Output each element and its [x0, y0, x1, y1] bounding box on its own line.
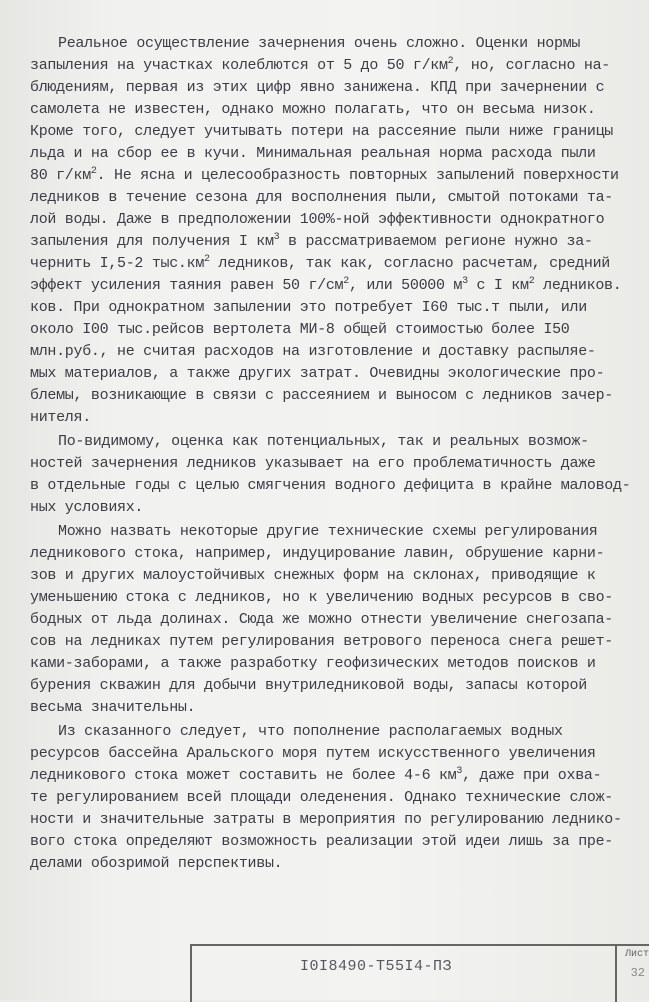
- text-run: блюдениям, первая из этих цифр явно занижена. КПД при зачернении с: [30, 79, 605, 96]
- superscript: 2: [528, 276, 535, 287]
- text-line: [30, 320, 570, 340]
- document-code: I0I8490-Т55I4-ПЗ: [300, 958, 453, 975]
- text-line: [30, 744, 596, 764]
- text-line: [58, 722, 563, 742]
- superscript: 2: [90, 166, 97, 177]
- text-line: [30, 610, 613, 630]
- text-run: ледников.: [534, 277, 622, 294]
- text-run: около I00 тыс.рейсов вертолета МИ-8 общей стоимостью более I50: [30, 321, 570, 338]
- text-run: ности и значительные затраты в мероприятия по регулированию леднико-: [30, 811, 622, 828]
- text-line: [30, 654, 596, 674]
- text-run: Кроме того, следует учитывать потери на рассеяние пыли ниже границы: [30, 123, 613, 140]
- text-run: эффект усиления таяния равен 50 г/см: [30, 277, 344, 294]
- text-run: Реальное осуществление зачернения очень сложно. Оценки нормы: [58, 35, 581, 52]
- text-line: [30, 588, 613, 608]
- text-run: 80 г/км: [30, 167, 91, 184]
- text-run: льда и на сбор ее в кучи. Минимальная реальная норма расхода пыли: [30, 145, 596, 162]
- text-line: [30, 810, 622, 830]
- text-line: [58, 522, 598, 542]
- superscript: 3: [273, 232, 280, 243]
- text-run: ками-заборами, а также разработку геофизических методов поисков и: [30, 655, 596, 672]
- text-run: , даже при охва-: [462, 767, 602, 784]
- text-line: [30, 78, 604, 98]
- sheet-box: [615, 946, 649, 1002]
- text-run: ледникового стока может составить не более 4-6 км: [30, 767, 457, 784]
- text-run: мых материалов, а также других затрат. Очевидны экологические про-: [30, 365, 605, 382]
- superscript: 2: [343, 276, 349, 287]
- text-run: ностей зачернения ледников указывает на его проблематичность даже: [30, 455, 596, 472]
- text-line: [30, 766, 601, 786]
- text-line: [58, 432, 589, 452]
- text-run: нителя.: [30, 409, 91, 426]
- text-line: [30, 276, 621, 296]
- text-run: млн.руб., не считая расходов на изготовление и доставку распыляе-: [30, 343, 596, 360]
- text-run: с I км: [467, 277, 529, 294]
- text-line: [30, 676, 587, 696]
- text-run: уменьшению стока с ледников, но к увеличению водных ресурсов в сво-: [30, 589, 613, 606]
- text-run: , но, согласно на-: [453, 57, 611, 74]
- text-run: в отдельные годы с целью смягчения водного дефицита в крайне маловод-: [30, 477, 631, 494]
- text-line: [30, 386, 613, 406]
- text-line: [30, 566, 596, 586]
- text-line: [30, 364, 604, 384]
- text-run: ледников, так как, согласно расчетам, средний: [209, 255, 611, 272]
- superscript: 3: [462, 276, 468, 287]
- text-run: запыления на участках колеблются от 5 до 50 г/км: [30, 57, 448, 74]
- text-run: ледников в течение сезона для восполнения пыли, смытой потоками та-: [30, 189, 613, 206]
- text-run: бодных от льда долинах. Сюда же можно отнести увеличение снегозапа-: [30, 611, 613, 628]
- text-run: запыления для получения I км: [30, 233, 274, 250]
- text-run: По-видимому, оценка как потенциальных, так и реальных возмож-: [58, 433, 589, 450]
- text-line: [30, 832, 613, 852]
- text-line: [30, 544, 604, 564]
- text-line: [30, 498, 143, 518]
- text-run: Можно назвать некоторые другие технические схемы регулирования: [58, 523, 598, 540]
- text-line: [30, 232, 593, 252]
- text-line: [30, 698, 195, 718]
- text-run: чернить I,5-2 тыс.км: [30, 255, 205, 272]
- text-run: бурения скважин для добычи внутриледниковой воды, запасы которой: [30, 677, 587, 694]
- text-run: весьма значительны.: [30, 699, 196, 716]
- text-run: ледникового стока, например, индуцирование лавин, обрушение карни-: [30, 545, 605, 562]
- text-run: блемы, возникающие в связи с рассеянием и выносом с ледников зачер-: [30, 387, 613, 404]
- text-run: ных условиях.: [30, 499, 144, 516]
- superscript: 3: [456, 766, 463, 777]
- text-run: ков. При однократном запылении это потребует I60 тыс.т пыли, или: [30, 299, 587, 316]
- sheet-label: Лист: [624, 949, 649, 960]
- text-run: , или 50000 м: [348, 277, 463, 294]
- text-run: делами обозримой перспективы.: [30, 855, 283, 872]
- text-line: [30, 56, 610, 76]
- superscript: 2: [447, 56, 454, 67]
- text-line: [30, 632, 613, 652]
- sheet-number: 32: [630, 966, 645, 980]
- text-run: в рассматриваемом регионе нужно за-: [279, 233, 593, 250]
- text-line: [30, 476, 630, 496]
- text-run: лой воды. Даже в предположении 100%-ной эффективности однократного: [30, 211, 605, 228]
- text-run: ресурсов бассейна Аральского моря путем искусственного увеличения: [30, 745, 596, 762]
- text-run: самолета не известен, однако можно полагать, что он весьма низок.: [30, 101, 596, 118]
- text-line: [30, 342, 596, 362]
- text-line: [30, 166, 619, 186]
- text-line: [30, 100, 596, 120]
- text-line: [30, 254, 610, 274]
- text-run: вого стока определяют возможность реализации этой идеи лишь за пре-: [30, 833, 613, 850]
- text-line: [30, 144, 596, 164]
- text-run: зов и других малоустойчивых снежных форм на склонах, приводящие к: [30, 567, 596, 584]
- text-run: . Не ясна и целесообразность повторных запылений поверхности: [96, 167, 619, 184]
- text-line: [30, 298, 587, 318]
- superscript: 2: [204, 254, 210, 265]
- text-line: [30, 122, 613, 142]
- text-run: Из сказанного следует, что пополнение располагаемых водных: [58, 723, 563, 740]
- text-line: [30, 788, 613, 808]
- title-block-stamp: [190, 944, 649, 1002]
- text-line: [30, 454, 596, 474]
- text-run: сов на ледниках путем регулирования ветрового переноса снега решет-: [30, 633, 613, 650]
- text-line: [58, 34, 580, 54]
- text-line: [30, 408, 91, 428]
- text-line: [30, 854, 282, 874]
- text-line: [30, 188, 613, 208]
- text-run: те регулированием всей площади оледенения. Однако технические слож-: [30, 789, 613, 806]
- text-line: [30, 210, 604, 230]
